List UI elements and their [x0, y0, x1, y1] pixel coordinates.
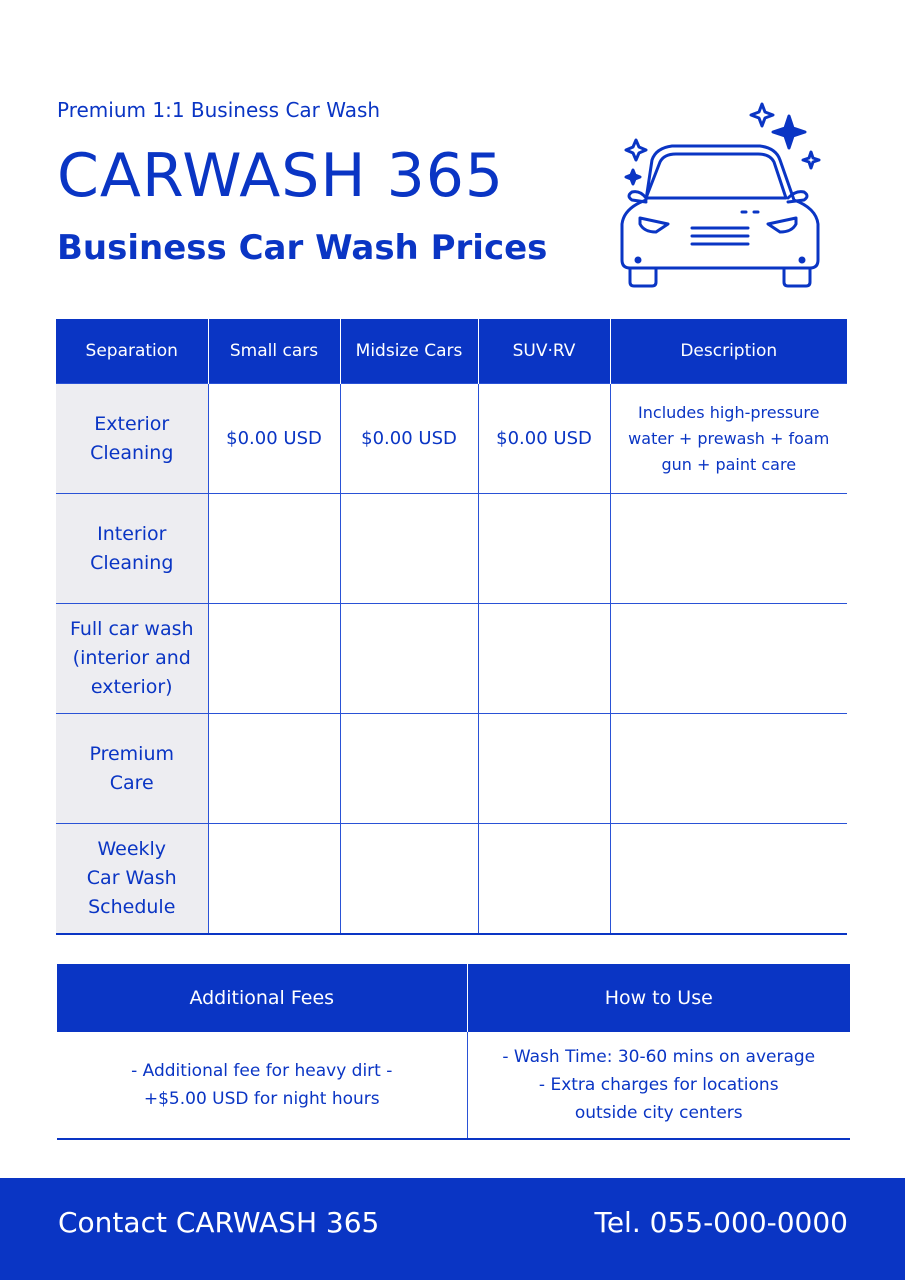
- row-label: [56, 604, 208, 714]
- fee-line: - Additional fee for heavy dirt -: [131, 1061, 393, 1081]
- price-cell: [208, 494, 340, 604]
- price-cell: $0.00 USD: [340, 384, 478, 494]
- usage-line: - Extra charges for locations: [538, 1075, 779, 1095]
- additional-fees-cell: [57, 1032, 467, 1139]
- table-row: [56, 494, 847, 604]
- price-cell: [340, 604, 478, 714]
- car-wash-icon: [612, 100, 832, 295]
- page-heading: Business Car Wash Prices: [57, 228, 548, 268]
- how-to-use-cell: [467, 1032, 850, 1139]
- price-cell: [478, 714, 610, 824]
- col-midsize-cars: Midsize Cars: [340, 319, 478, 384]
- fees-table-header: [57, 964, 850, 1032]
- row-label: [56, 384, 208, 494]
- row-label-text: Weekly Car Wash Schedule: [86, 838, 177, 918]
- description-cell: [610, 824, 847, 935]
- phone-number[interactable]: Tel. 055-000-0000: [594, 1206, 848, 1239]
- price-cell: [208, 604, 340, 714]
- usage-line: - Wash Time: 30-60 mins on average: [502, 1047, 816, 1067]
- subtitle: Premium 1:1 Business Car Wash: [57, 98, 381, 122]
- price-cell: [478, 824, 610, 935]
- price-table: [56, 319, 847, 935]
- col-suv-rv: SUV·RV: [478, 319, 610, 384]
- brand-title: CARWASH 365: [57, 141, 505, 211]
- price-cell: [208, 714, 340, 824]
- col-additional-fees: Additional Fees: [57, 964, 467, 1032]
- fee-line: +$5.00 USD for night hours: [143, 1089, 380, 1109]
- table-row: [56, 384, 847, 494]
- col-description: Description: [610, 319, 847, 384]
- row-label: [56, 714, 208, 824]
- description-cell: [610, 384, 847, 494]
- col-small-cars: Small cars: [208, 319, 340, 384]
- description-text: Includes high-pressure water + prewash + foam gun + paint care: [628, 402, 830, 474]
- description-cell: [610, 714, 847, 824]
- price-cell: $0.00 USD: [478, 384, 610, 494]
- description-cell: [610, 604, 847, 714]
- row-label-text: Exterior Cleaning: [90, 412, 174, 464]
- footer-bar: [0, 1178, 905, 1280]
- table-row: [56, 714, 847, 824]
- contact-text: Contact CARWASH 365: [58, 1206, 380, 1239]
- table-row: [57, 1032, 850, 1139]
- col-separation: Separation: [56, 319, 208, 384]
- col-how-to-use: How to Use: [467, 964, 850, 1032]
- price-cell: [340, 824, 478, 935]
- description-cell: [610, 494, 847, 604]
- price-cell: [340, 714, 478, 824]
- table-row: [56, 604, 847, 714]
- row-label: [56, 824, 208, 935]
- price-cell: [340, 494, 478, 604]
- row-label-text: Premium Care: [89, 742, 175, 794]
- price-cell: [208, 824, 340, 935]
- price-cell: [478, 494, 610, 604]
- row-label-text: Interior Cleaning: [90, 522, 174, 574]
- row-label: [56, 494, 208, 604]
- fees-table: [57, 964, 850, 1140]
- table-row: [56, 824, 847, 935]
- row-label-text: Full car wash (interior and exterior): [69, 618, 194, 698]
- price-table-header: [56, 319, 847, 384]
- price-cell: $0.00 USD: [208, 384, 340, 494]
- usage-line: outside city centers: [574, 1103, 743, 1123]
- price-cell: [478, 604, 610, 714]
